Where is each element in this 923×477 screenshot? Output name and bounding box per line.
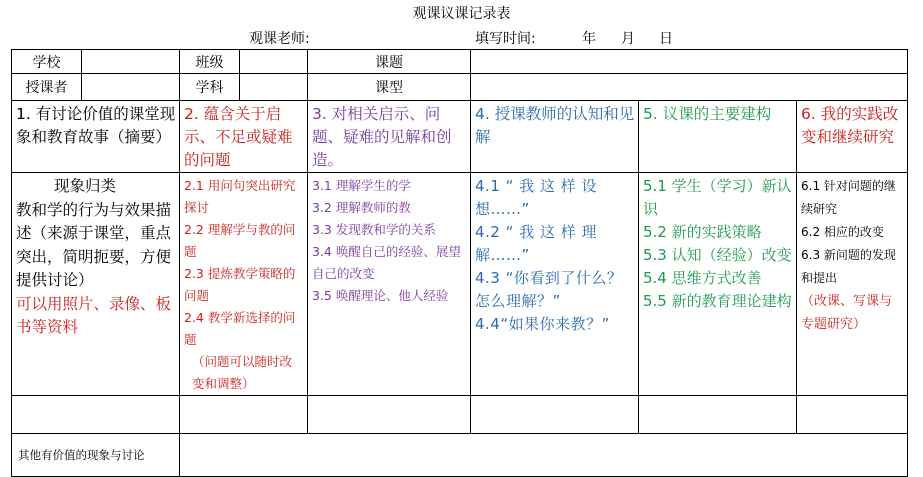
col6-red-note: （改课、写课与专题研究） [801, 294, 893, 332]
col4-guide [471, 173, 639, 396]
observer-label: 观课老师: [249, 31, 310, 47]
entry-cell[interactable] [797, 396, 908, 434]
col6-item: 6.1 针对问题的继续研究 [801, 179, 896, 216]
observation-record-table [11, 49, 908, 477]
col5-item: 5.3 认知（经验）改变 [643, 246, 792, 264]
teacher-value[interactable] [82, 74, 180, 101]
col3-item: 3.4 唤醒自己的经验、展望自己的改变 [312, 244, 461, 281]
subject-label: 学科 [180, 74, 240, 101]
column-header-3: 3. 对相关启示、问题、疑难的见解和创造。 [308, 101, 471, 173]
col5-guide [639, 173, 797, 396]
month-label: 月 [621, 31, 635, 47]
col3-item: 3.3 发现教和学的关系 [312, 222, 436, 237]
col4-item: 4.4“如果你来教？” [475, 315, 610, 333]
col5-item: 5.4 思维方式改善 [643, 269, 762, 287]
school-value[interactable] [82, 50, 180, 74]
col1-red-note: 可以用照片、录像、板书等资料 [16, 294, 172, 336]
col5-item: 5.2 新的实践策略 [643, 223, 762, 241]
subject-value[interactable] [240, 74, 308, 101]
class-value[interactable] [240, 50, 308, 74]
entry-cell[interactable] [180, 396, 308, 434]
entry-cell[interactable] [639, 396, 797, 434]
class-label: 班级 [180, 50, 240, 74]
col3-item: 3.1 理解学生的学 [312, 178, 411, 193]
entry-cell[interactable] [471, 396, 639, 434]
page-title: 观课议课记录表 [412, 6, 511, 22]
col3-item: 3.2 理解教师的教 [312, 200, 411, 215]
column-header-2: 2. 蕴含关于启示、不足或疑难的问题 [180, 101, 308, 173]
col2-guide [180, 173, 308, 396]
col2-item: 2.4 教学新选择的问题 [184, 310, 296, 347]
other-discussion-label: 其他有价值的现象与讨论 [12, 434, 180, 477]
teacher-label: 授课者 [12, 74, 82, 101]
col2-item: 2.1 用问句突出研究探讨 [184, 178, 296, 215]
col5-item: 5.1 学生（学习）新认识 [643, 177, 792, 218]
column-header-5: 5. 议课的主要建构 [639, 101, 797, 173]
col1-guide [12, 173, 180, 396]
lesson-type-label: 课型 [308, 74, 471, 101]
col6-guide [797, 173, 908, 396]
fill-time-label: 填写时间: [475, 31, 536, 47]
col3-guide [308, 173, 471, 396]
col5-item: 5.5 新的教育理论建构 [643, 292, 792, 310]
column-header-6: 6. 我的实践改变和继续研究 [797, 101, 908, 173]
entry-cell[interactable] [12, 396, 180, 434]
lesson-type-value[interactable] [471, 74, 908, 101]
other-discussion-value[interactable] [180, 434, 908, 477]
topic-value[interactable] [471, 50, 908, 74]
col6-item: 6.3 新问题的发现和提出 [801, 248, 896, 285]
col2-item: （问题可以随时改变和调整） [192, 354, 293, 391]
col4-item: 4.1 “ 我 这 样 设 想……” [475, 177, 597, 218]
col4-item: 4.3 “你看到了什么？怎么理解？” [475, 269, 623, 310]
column-header-4: 4. 授课教师的认知和见解 [471, 101, 639, 173]
year-label: 年 [582, 31, 596, 47]
col6-item: 6.2 相应的改变 [801, 225, 884, 239]
col1-line1: 现象归类 [54, 177, 117, 195]
entry-cell[interactable] [308, 396, 471, 434]
col2-item: 2.3 提炼教学策略的问题 [184, 266, 296, 303]
col2-item: 2.2 理解学与教的问题 [184, 222, 296, 259]
topic-label: 课题 [308, 50, 471, 74]
school-label: 学校 [12, 50, 82, 74]
col1-desc: 教和学的行为与效果描述（来源于课堂，重点突出，简明扼要，方便提供讨论） [16, 200, 172, 289]
col4-item: 4.2 “ 我 这 样 理 解……” [475, 223, 597, 264]
col3-item: 3.5 唤醒理论、他人经验 [312, 288, 449, 303]
column-header-1: 1. 有讨论价值的课堂现象和教育故事（摘要） [12, 101, 180, 173]
day-label: 日 [659, 31, 673, 47]
